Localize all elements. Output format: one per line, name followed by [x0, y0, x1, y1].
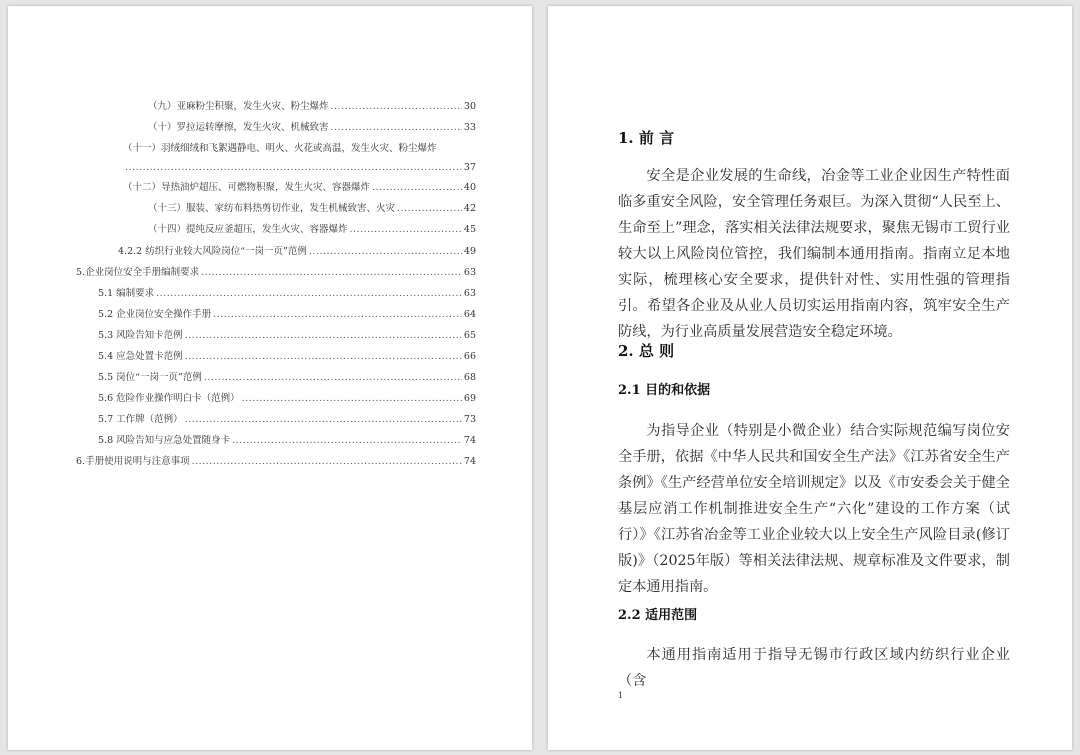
scope-paragraph: 本通用指南适用于指导无锡市行政区域内纺织行业企业（含 [618, 647, 1010, 689]
left-page [8, 6, 532, 750]
subsection-heading-scope: 2.2 适用范围 [618, 608, 698, 623]
page-number: 1 [618, 691, 624, 700]
toc-entry[interactable]: 5.3 风险告知卡范例 ..... 65 [98, 330, 476, 342]
toc-entry[interactable]: 5.4 应急处置卡范例 ..... 66 [98, 351, 476, 363]
toc-entry[interactable]: （十二）导热油炉超压、可燃物积聚，发生火灾、容器爆炸 ..... 40 [123, 182, 476, 194]
right-page [548, 6, 1072, 750]
toc-entry[interactable]: 5.1 编制要求 ..... 63 [98, 288, 476, 300]
toc-entry[interactable]: 5.企业岗位安全手册编制要求 ..... 63 [76, 267, 476, 279]
toc-entry[interactable]: 5.5 岗位“一岗一页”范例 ..... 68 [98, 372, 476, 384]
toc-entry[interactable]: 5.8 风险告知与应急处置随身卡 ..... 74 [98, 435, 476, 447]
toc-entry[interactable]: （十四）提纯反应釜超压，发生火灾、容器爆炸 ..... 45 [148, 224, 476, 236]
toc-entry[interactable]: （十）罗拉运转摩擦，发生火灾、机械致害 ..... 33 [148, 122, 476, 134]
toc-entry-wrapped[interactable]: （十一）羽绒细绒和飞絮遇静电、明火、火花或高温，发生火灾、粉尘爆炸 [123, 143, 437, 154]
toc-entry[interactable]: 5.6 危险作业操作明白卡（范例） ..... 69 [98, 393, 476, 405]
toc-entry[interactable]: 6.手册使用说明与注意事项 ..... 74 [76, 456, 476, 468]
purpose-paragraph: 为指导企业（特别是小微企业）结合实际规范编写岗位安全手册，依据《中华人民共和国安全生产法》《江苏省安全生产条例》《生产经营单位安全培训规定》以及《市安委会关于健全基层应消工作机制推进安全生产“六化”建设的工作方案（试行）》《江苏省冶金等工业企业较大以上安全生产风险目录(修订版)》（2025年版）等相关法律法规、规章标准及文件要求，制定本通用指南。 [618, 423, 1010, 595]
toc-entry[interactable]: 5.2 企业岗位安全操作手册 ..... 64 [98, 309, 476, 321]
toc-entry[interactable]: （九）亚麻粉尘积聚，发生火灾、粉尘爆炸 ..... 30 [148, 101, 476, 113]
section-heading-foreword: 1. 前 言 [618, 129, 675, 147]
toc-entry[interactable]: （十三）服装、家纺布料热剪切作业，发生机械致害、火灾 ..... 42 [148, 203, 476, 215]
foreword-paragraph: 安全是企业发展的生命线，冶金等工业企业因生产特性面临多重安全风险，安全管理任务艰巨。为深入贯彻“人民至上、生命至上”理念，落实相关法律法规要求，聚焦无锡市工贸行业较大以上风险岗位管控，我们编制本通用指南。指南立足本地实际，梳理核心安全要求，提供针对性、实用性强的管理指引。希望各企业及从业人员切实运用指南内容，筑牢安全生产防线，为行业高质量发展营造安全稳定环境。 [618, 168, 1010, 340]
toc-entry[interactable]: 4.2.2 纺织行业较大风险岗位“一岗一页”范例 ..... 49 [118, 246, 476, 258]
section-heading-general: 2. 总 则 [618, 342, 675, 360]
toc-entry-continuation: ..... 37 [123, 162, 476, 174]
subsection-heading-purpose: 2.1 目的和依据 [618, 383, 711, 398]
toc-entry[interactable]: 5.7 工作牌（范例） ..... 73 [98, 414, 476, 426]
